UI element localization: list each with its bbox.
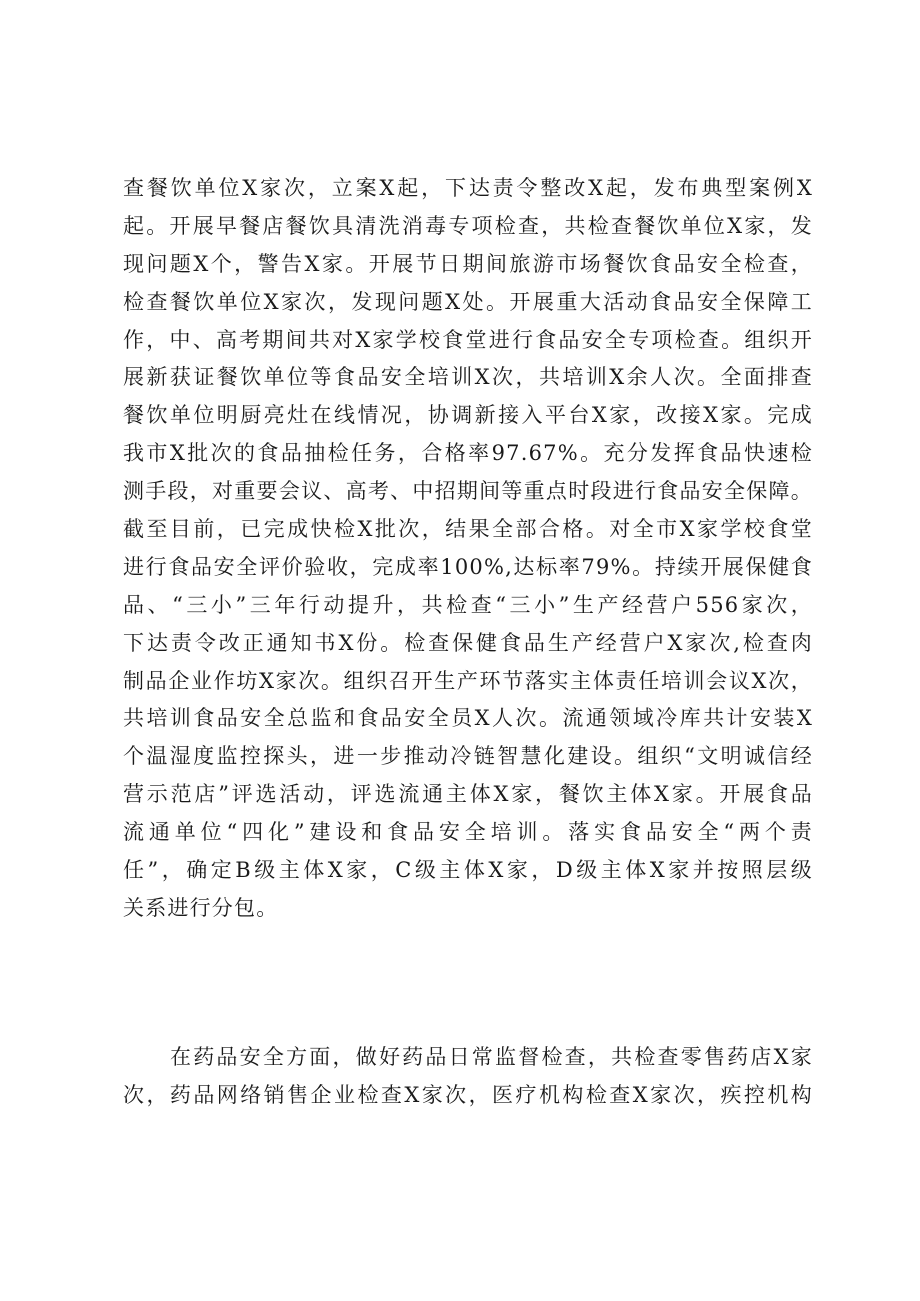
text-line: 关系进行分包。 xyxy=(123,895,279,920)
text-line: 我市X批次的食品抽检任务，合格率97.67%。充分发挥食品快速检 xyxy=(123,441,813,466)
text-line: 共培训食品安全总监和食品安全员X人次。流通领域冷库共计安装X xyxy=(123,706,813,731)
text-line: 作，中、高考期间共对X家学校食堂进行食品安全专项检查。组织开 xyxy=(123,327,813,352)
text-line: 截至目前，已完成快检X批次，结果全部合格。对全市X家学校食堂 xyxy=(123,517,813,542)
text-line: 起。开展早餐店餐饮具清洗消毒专项检查，共检查餐饮单位X家，发 xyxy=(123,213,813,238)
text-line: 品、“三小”三年行动提升，共检查“三小”生产经营户556家次， xyxy=(123,592,813,617)
text-line: 个温湿度监控探头，进一步推动冷链智慧化建设。组织“文明诚信经 xyxy=(123,744,813,769)
paragraph-food-safety xyxy=(123,170,813,928)
text-line: 进行食品安全评价验收，完成率100%,达标率79%。持续开展保健食 xyxy=(123,554,813,579)
text-line: 营示范店”评选活动，评选流通主体X家，餐饮主体X家。开展食品 xyxy=(123,782,813,807)
text-line: 查餐饮单位X家次，立案X起，下达责令整改X起，发布典型案例X xyxy=(123,176,813,200)
text-line: 展新获证餐饮单位等食品安全培训X次，共培训X余人次。全面排查 xyxy=(123,365,813,390)
text-line: 现问题X个，警告X家。开展节日期间旅游市场餐饮食品安全检查， xyxy=(123,251,813,276)
text-line: 下达责令改正通知书X份。检查保健食品生产经营户X家次,检查肉 xyxy=(123,630,813,655)
text-line: 任”，确定B级主体X家，C级主体X家，D级主体X家并按照层级 xyxy=(123,858,813,883)
text-line: 次，药品网络销售企业检查X家次，医疗机构检查X家次，疾控机构 xyxy=(123,1082,813,1107)
text-line: 餐饮单位明厨亮灶在线情况，协调新接入平台X家，改接X家。完成 xyxy=(123,403,813,428)
text-line: 测手段，对重要会议、高考、中招期间等重点时段进行食品安全保障。 xyxy=(123,479,813,504)
text-line: 制品企业作坊X家次。组织召开生产环节落实主体责任培训会议X次， xyxy=(123,668,813,693)
paragraph-drug-safety xyxy=(123,1039,813,1115)
text-line: 流通单位“四化”建设和食品安全培训。落实食品安全“两个责 xyxy=(123,820,813,845)
text-line: 在药品安全方面，做好药品日常监督检查，共检查零售药店X家 xyxy=(170,1045,813,1069)
text-line: 检查餐饮单位X家次，发现问题X处。开展重大活动食品安全保障工 xyxy=(123,289,813,314)
